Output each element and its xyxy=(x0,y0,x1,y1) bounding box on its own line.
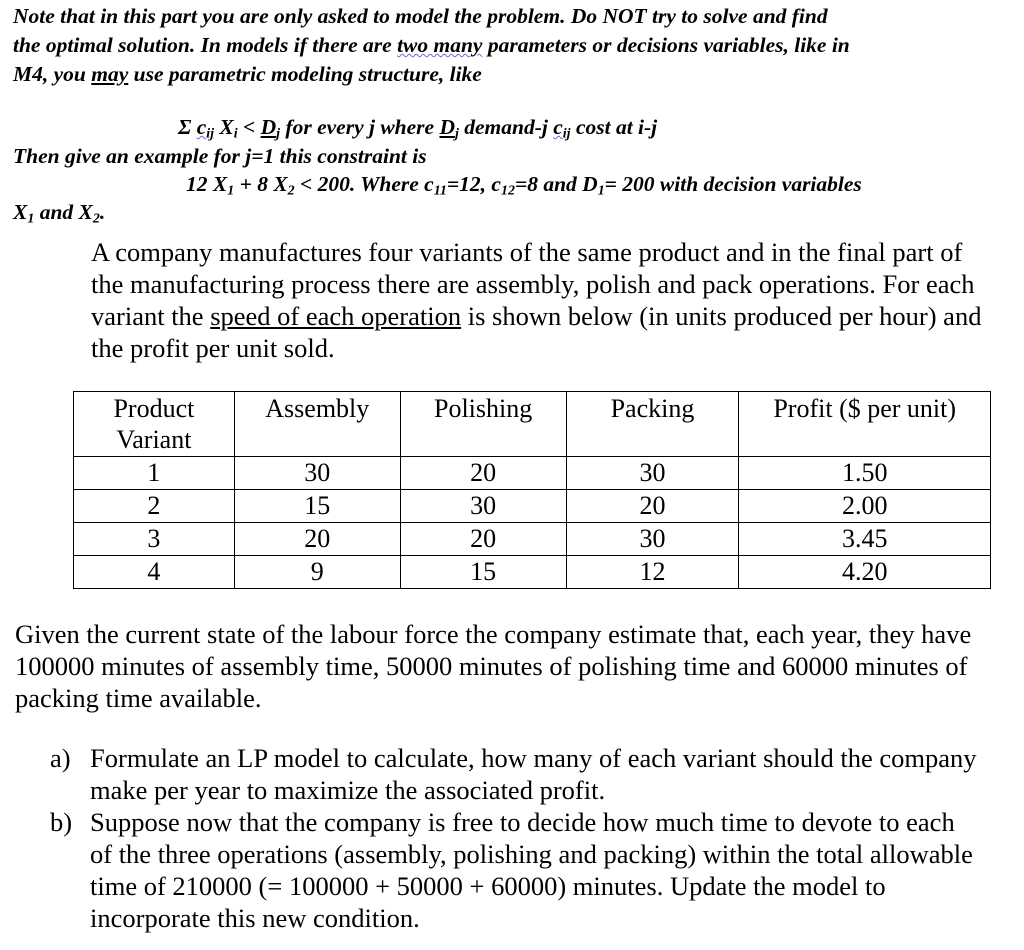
parametric-formula: Σ $c_{ij}$ $X_i < D_j$ for every j where $D_j$ demand-j $c_{ij}$ cost at i-j xyxy=(178,115,658,142)
note-line-3: M4, you may use parametric modeling structure, like xyxy=(13,62,482,86)
question-text: Suppose now that the company is free to decide how much time to devote to each of the three operations (assembly, polishing and packing) within the total allowable time of 210000 (= 100000 + 50000 + 60000) minutes. Update the model to incorporate this new condition. xyxy=(90,807,973,933)
cell-variant: 1 xyxy=(74,457,235,490)
header-profit: Profit ($ per unit) xyxy=(739,392,991,457)
question-a xyxy=(50,742,980,806)
table-row xyxy=(74,556,991,589)
example-line: Then give an example for j=1 this constraint is xyxy=(13,144,427,168)
table-row xyxy=(74,457,991,490)
cell-profit: 3.45 xyxy=(739,523,991,556)
table-header-row xyxy=(74,392,991,457)
two-many-phrase: two many xyxy=(397,33,483,57)
cell-profit: 2.00 xyxy=(739,490,991,523)
instruction-note xyxy=(13,2,1013,89)
cell-profit: 1.50 xyxy=(739,457,991,490)
cell-polishing: 20 xyxy=(400,523,566,556)
cell-assembly: 9 xyxy=(234,556,400,589)
cell-assembly: 15 xyxy=(234,490,400,523)
header-assembly: Assembly xyxy=(234,392,400,457)
cell-assembly: 20 xyxy=(234,523,400,556)
table-row xyxy=(74,523,991,556)
note-line-1: Note that in this part you are only asked to model the problem. Do NOT try to solve and find xyxy=(13,4,828,28)
decision-variables-line: $X_1$ and $X_2$. xyxy=(13,200,106,227)
question-label: b) xyxy=(50,807,73,837)
may-word: may xyxy=(91,62,129,86)
question-list xyxy=(50,742,980,934)
table-row xyxy=(74,490,991,523)
cell-polishing: 20 xyxy=(400,457,566,490)
header-packing: Packing xyxy=(566,392,739,457)
operations-table xyxy=(73,391,991,589)
question-text: Formulate an LP model to calculate, how many of each variant should the company make per year to maximize the associated profit. xyxy=(90,743,977,805)
note-line-2: the optimal solution. In models if there are two many parameters or decisions variables, like in xyxy=(13,33,850,57)
cell-packing: 30 xyxy=(566,523,739,556)
speed-phrase: speed of each operation xyxy=(210,301,462,331)
header-product-variant: Product Variant xyxy=(74,392,235,457)
cell-polishing: 15 xyxy=(400,556,566,589)
cell-profit: 4.20 xyxy=(739,556,991,589)
cell-variant: 4 xyxy=(74,556,235,589)
problem-intro: A company manufactures four variants of the same product and in the final part of the manufacturing process there are assembly, polish and pack operations. For each variant the speed of each operation is shown below (in units produced per hour) and the profit per unit sold. xyxy=(91,237,982,363)
cell-packing: 12 xyxy=(566,556,739,589)
cell-assembly: 30 xyxy=(234,457,400,490)
cell-polishing: 30 xyxy=(400,490,566,523)
labour-availability-paragraph: Given the current state of the labour force the company estimate that, each year, they have 100000 minutes of assembly time, 50000 minutes of polishing time and 60000 minutes of packing time available. xyxy=(15,619,972,713)
cell-packing: 20 xyxy=(566,490,739,523)
cell-variant: 2 xyxy=(74,490,235,523)
example-constraint: 12 $X_1 + 8$ $X_2 < 200$. Where $c_{11}=12$, $c_{12}=8$ and $D_1= 200$ with decision variables xyxy=(186,172,862,199)
cell-variant: 3 xyxy=(74,523,235,556)
question-b xyxy=(50,806,980,934)
header-polishing: Polishing xyxy=(400,392,566,457)
question-label: a) xyxy=(50,743,71,773)
cell-packing: 30 xyxy=(566,457,739,490)
